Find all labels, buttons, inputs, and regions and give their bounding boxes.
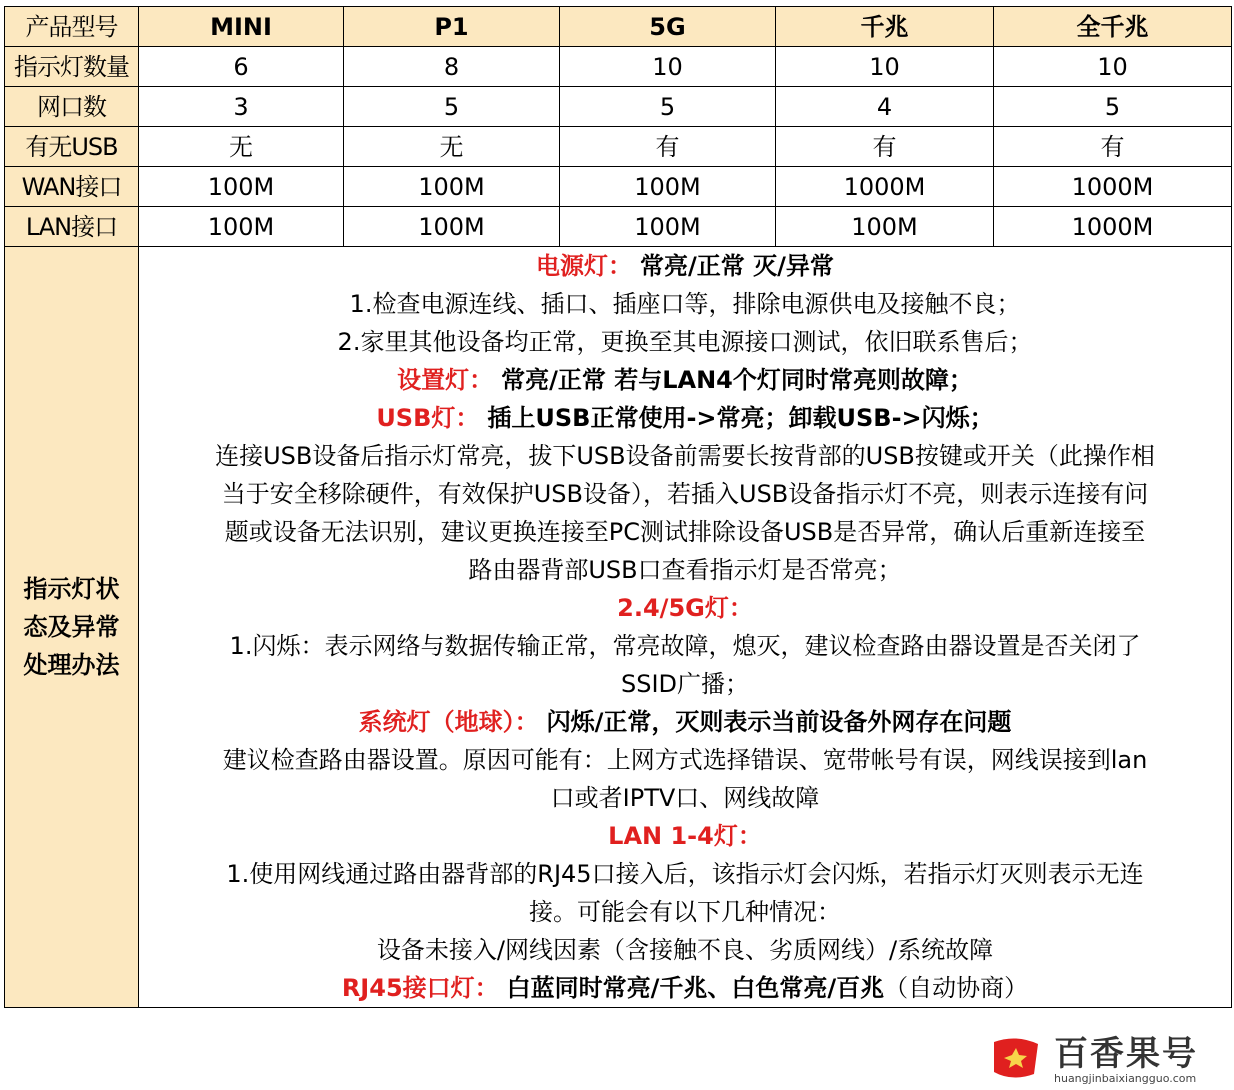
watermark-text: 百香果号 xyxy=(1054,1034,1198,1074)
status-label xyxy=(5,247,139,1008)
table-cell: 100M xyxy=(344,167,560,207)
table-cell: 10 xyxy=(776,47,994,87)
status-line-bold: 闪烁/正常，灭则表示当前设备外网存在问题 xyxy=(546,708,1012,736)
table-cell: 3 xyxy=(139,87,344,127)
table-cell: 有 xyxy=(560,127,776,167)
status-line-normal: （自动协商） xyxy=(884,974,1029,1002)
status-line-normal: SSID广播； xyxy=(620,670,750,698)
table-row xyxy=(5,87,1232,127)
model-mini: MINI xyxy=(139,7,344,47)
watermark-logo xyxy=(986,1032,1226,1088)
status-line xyxy=(139,551,1231,589)
header-label: 产品型号 xyxy=(5,7,139,47)
status-line xyxy=(139,589,1231,627)
status-line-red: 设置灯： xyxy=(397,366,494,394)
table-cell: 5 xyxy=(344,87,560,127)
model-gigabit: 千兆 xyxy=(776,7,994,47)
status-line xyxy=(139,779,1231,817)
status-line-bold: 白蓝同时常亮/千兆、白色常亮/百兆 xyxy=(506,974,885,1002)
status-label-line: 态及异常 xyxy=(23,613,120,641)
model-p1: P1 xyxy=(344,7,560,47)
status-line xyxy=(139,741,1231,779)
row-label: LAN接口 xyxy=(5,207,139,247)
status-line xyxy=(139,817,1231,855)
status-line xyxy=(139,893,1231,931)
row-label: WAN接口 xyxy=(5,167,139,207)
table-cell: 5 xyxy=(560,87,776,127)
status-line xyxy=(139,703,1231,741)
model-5g: 5G xyxy=(560,7,776,47)
table-cell: 无 xyxy=(139,127,344,167)
status-line xyxy=(139,513,1231,551)
status-line-red: RJ45接口灯： xyxy=(341,974,499,1002)
table-cell: 4 xyxy=(776,87,994,127)
status-line-red: 系统灯（地球）： xyxy=(358,708,539,736)
status-line-red: USB灯： xyxy=(376,404,480,432)
status-line xyxy=(139,437,1231,475)
table-cell: 100M xyxy=(776,207,994,247)
table-row xyxy=(5,207,1232,247)
status-line xyxy=(139,399,1231,437)
status-line xyxy=(139,855,1231,893)
status-label-line: 处理办法 xyxy=(23,651,120,679)
status-line xyxy=(139,285,1231,323)
status-line-bold: 常亮/正常 灭/异常 xyxy=(640,252,834,280)
header-row xyxy=(5,7,1232,47)
status-line xyxy=(139,475,1231,513)
table-cell: 1000M xyxy=(994,207,1232,247)
status-line xyxy=(139,627,1231,665)
table-cell: 有 xyxy=(776,127,994,167)
row-label: 指示灯数量 xyxy=(5,47,139,87)
status-line-normal: 建议检查路由器设置。原因可能有：上网方式选择错误、宽带帐号有误，网线误接到lan xyxy=(222,746,1148,774)
table-cell: 1000M xyxy=(994,167,1232,207)
table-row xyxy=(5,127,1232,167)
status-line-normal: 连接USB设备后指示灯常亮，拔下USB设备前需要长按背部的USB按键或开关（此操作相 xyxy=(215,442,1155,470)
status-line xyxy=(139,665,1231,703)
status-label-line: 指示灯状 xyxy=(23,575,120,603)
status-line xyxy=(139,931,1231,969)
watermark-url: huangjinbaixiangguo.com xyxy=(1054,1072,1197,1085)
model-full-gigabit: 全千兆 xyxy=(994,7,1232,47)
table-cell: 有 xyxy=(994,127,1232,167)
row-label: 网口数 xyxy=(5,87,139,127)
table-cell: 10 xyxy=(994,47,1232,87)
table-cell: 100M xyxy=(560,167,776,207)
table-cell: 100M xyxy=(560,207,776,247)
status-line-normal: 1.检查电源连线、插口、插座口等，排除电源供电及接触不良； xyxy=(349,290,1021,318)
status-line xyxy=(139,969,1231,1007)
status-line-normal: 接。可能会有以下几种情况： xyxy=(529,898,841,926)
table-row xyxy=(5,47,1232,87)
status-line-red: 2.4/5G灯： xyxy=(617,594,753,622)
status-line-normal: 设备未接入/网线因素（含接触不良、劣质网线）/系统故障 xyxy=(376,936,994,964)
status-line-normal: 1.使用网线通过路由器背部的RJ45口接入后，该指示灯会闪烁，若指示灯灭则表示无连 xyxy=(226,860,1144,888)
status-line-bold: 常亮/正常 若与LAN4个灯同时常亮则故障； xyxy=(501,366,973,394)
status-line-normal: 题或设备无法识别，建议更换连接至PC测试排除设备USB是否异常，确认后重新连接至 xyxy=(224,518,1146,546)
status-line-normal: 口或者IPTV口、网线故障 xyxy=(550,784,820,812)
status-line-normal: 2.家里其他设备均正常，更换至其电源接口测试，依旧联系售后； xyxy=(337,328,1033,356)
table-cell: 1000M xyxy=(776,167,994,207)
row-label: 有无USB xyxy=(5,127,139,167)
table-cell: 6 xyxy=(139,47,344,87)
table-cell: 100M xyxy=(344,207,560,247)
table-cell: 8 xyxy=(344,47,560,87)
table-cell: 100M xyxy=(139,207,344,247)
table-cell: 10 xyxy=(560,47,776,87)
table-cell: 无 xyxy=(344,127,560,167)
router-spec-table xyxy=(4,6,1232,1008)
status-line xyxy=(139,361,1231,399)
status-line-red: 电源灯： xyxy=(536,252,633,280)
status-line-normal: 1.闪烁：表示网络与数据传输正常，常亮故障，熄灭，建议检查路由器设置是否关闭了 xyxy=(229,632,1141,660)
status-line xyxy=(139,323,1231,361)
table-row xyxy=(5,167,1232,207)
status-line-normal: 当于安全移除硬件，有效保护USB设备），若插入USB设备指示灯不亮，则表示连接有问 xyxy=(221,480,1149,508)
table-cell: 100M xyxy=(139,167,344,207)
status-row xyxy=(5,247,1232,1008)
status-line-normal: 路由器背部USB口查看指示灯是否常亮； xyxy=(468,556,902,584)
status-line xyxy=(139,247,1231,285)
status-line-bold: 插上USB正常使用->常亮；卸载USB->闪烁； xyxy=(487,404,994,432)
status-line-red: LAN 1-4灯： xyxy=(608,822,762,850)
passion-fruit-logo-icon xyxy=(990,1036,1042,1080)
table-cell: 5 xyxy=(994,87,1232,127)
status-description xyxy=(139,247,1232,1008)
